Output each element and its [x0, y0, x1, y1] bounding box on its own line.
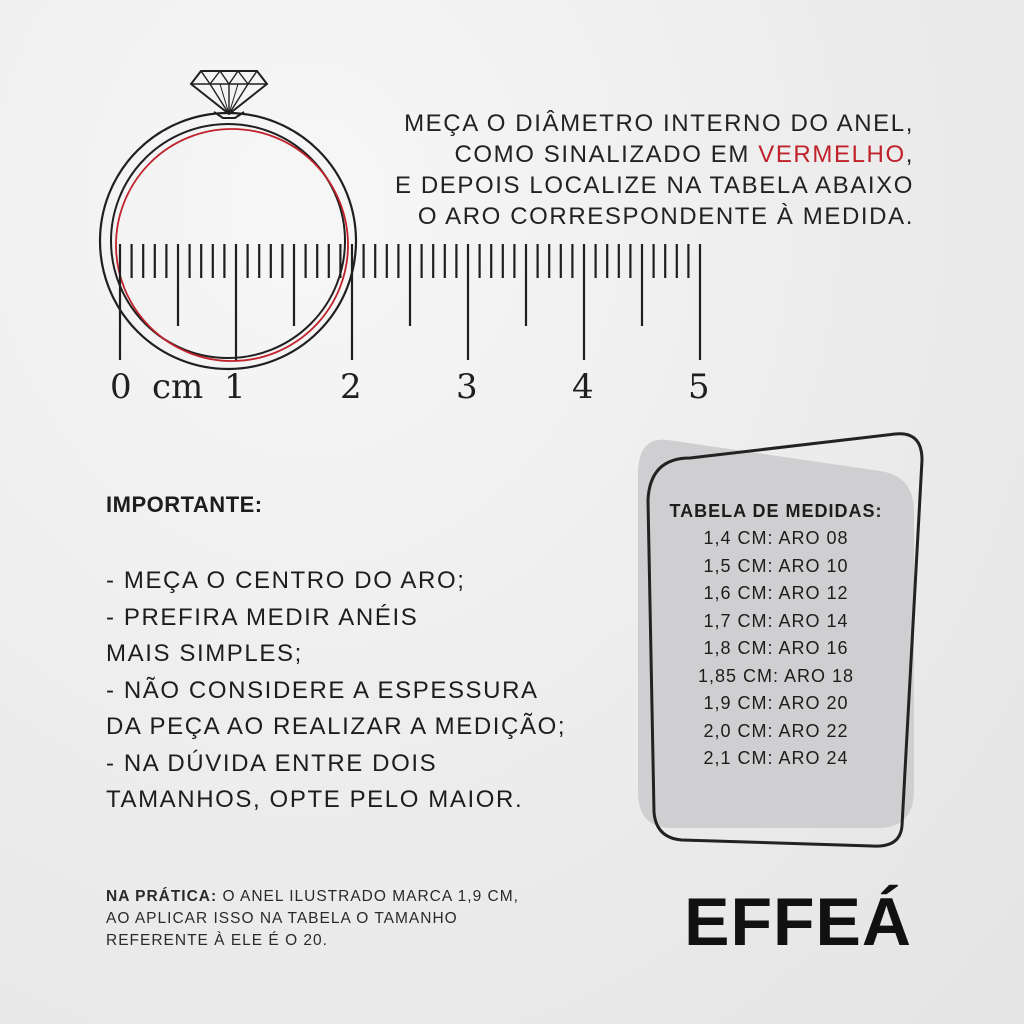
- practice-note-label: NA PRÁTICA:: [106, 888, 218, 905]
- size-table-title: TABELA DE MEDIDAS:: [669, 501, 883, 521]
- size-table-row: 1,6 CM: ARO 12: [703, 583, 849, 603]
- brand-logo: EFFEÁ: [684, 884, 912, 960]
- tip-line: - NÃO CONSIDERE A ESPESSURA: [106, 676, 539, 704]
- instruction-comma: ,: [905, 141, 914, 168]
- practice-note-line-3: REFERENTE À ELE É O 20.: [106, 932, 328, 949]
- tip-line: DA PEÇA AO REALIZAR A MEDIÇÃO;: [106, 713, 567, 740]
- tip-line: - MEÇA O CENTRO DO ARO;: [106, 567, 466, 594]
- size-table-row: 1,8 CM: ARO 16: [703, 638, 849, 658]
- tip-line: MAIS SIMPLES;: [106, 640, 303, 667]
- tip-line: - PREFIRA MEDIR ANÉIS: [106, 603, 419, 631]
- important-heading: IMPORTANTE:: [106, 492, 263, 517]
- practice-note-text: O ANEL ILUSTRADO MARCA 1,9 CM,: [217, 888, 519, 905]
- practice-note-line-1: [106, 886, 626, 908]
- instruction-line-1: MEÇA O DIÂMETRO INTERNO DO ANEL,: [404, 110, 914, 137]
- instruction-line-3: E DEPOIS LOCALIZE NA TABELA ABAIXO: [394, 172, 914, 199]
- size-table: [642, 500, 910, 773]
- size-table-row: 2,0 CM: ARO 22: [703, 720, 849, 741]
- practice-note: [106, 886, 626, 952]
- ruler-label-3: 3: [456, 367, 478, 407]
- ruler-label-0: 0: [110, 367, 132, 407]
- size-table-row: 1,7 CM: ARO 14: [703, 610, 849, 631]
- instruction-red-word: VERMELHO: [758, 141, 906, 168]
- inner-diameter-highlight: [116, 129, 348, 361]
- instruction-line-4: O ARO CORRESPONDENTE À MEDIDA.: [417, 203, 914, 230]
- size-table-row: 1,4 CM: ARO 08: [703, 528, 849, 548]
- practice-note-line-2: AO APLICAR ISSO NA TABELA O TAMANHO: [106, 910, 458, 927]
- ruler-label-4: 4: [572, 367, 594, 407]
- size-table-row: 1,9 CM: ARO 20: [703, 693, 849, 713]
- ruler-label-2: 2: [340, 367, 362, 407]
- important-tips: [106, 563, 626, 819]
- measurement-instructions: [354, 108, 914, 232]
- ruler-label-5: 5: [688, 367, 710, 407]
- tip-line: TAMANHOS, OPTE PELO MAIOR.: [106, 786, 524, 813]
- ruler-labels: [110, 367, 710, 407]
- ruler-label-1: 1: [224, 367, 246, 407]
- tip-line: - NA DÚVIDA ENTRE DOIS: [106, 749, 438, 777]
- size-table-row: 2,1 CM: ARO 24: [703, 748, 849, 768]
- ruler-label-cm: cm: [152, 367, 204, 407]
- instruction-text: COMO SINALIZADO EM: [454, 141, 759, 168]
- diamond-ring-icon: [100, 71, 356, 369]
- instruction-line-2: [354, 139, 914, 170]
- ruler: [120, 244, 700, 360]
- size-table-row: 1,5 CM: ARO 10: [703, 555, 849, 576]
- size-table-row: 1,85 CM: ARO 18: [697, 665, 855, 686]
